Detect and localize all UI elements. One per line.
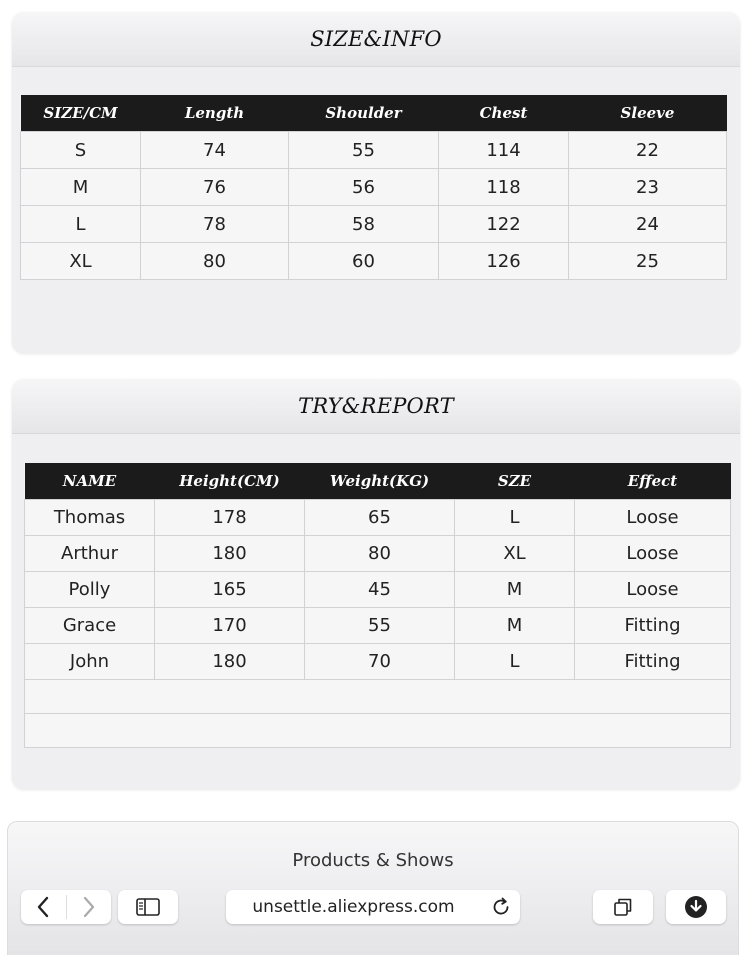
table-row — [21, 169, 727, 206]
cell-size: M — [21, 169, 141, 206]
cell-length: 78 — [141, 206, 289, 243]
column-header-sleeve: Sleeve — [569, 95, 727, 132]
table-row — [21, 132, 727, 169]
cell-size: M — [455, 608, 575, 644]
cell-size: XL — [455, 536, 575, 572]
try-report-table — [24, 463, 731, 748]
cell-name: Thomas — [25, 500, 155, 536]
cell-sleeve: 24 — [569, 206, 727, 243]
cell-weight: 45 — [305, 572, 455, 608]
cell-length: 80 — [141, 243, 289, 280]
cell-name: Polly — [25, 572, 155, 608]
cell-sleeve: 25 — [569, 243, 727, 280]
size-info-title: SIZE&INFO — [310, 27, 442, 51]
cell-effect: Loose — [575, 536, 731, 572]
cell-length: 76 — [141, 169, 289, 206]
column-header-effect: Effect — [575, 463, 731, 500]
try-report-title: TRY&REPORT — [298, 394, 454, 418]
size-table — [20, 95, 727, 280]
table-row — [21, 206, 727, 243]
cell-height: 165 — [155, 572, 305, 608]
cell-shoulder: 55 — [289, 132, 439, 169]
cell-size: L — [21, 206, 141, 243]
back-icon — [36, 896, 50, 918]
cell-effect: Loose — [575, 500, 731, 536]
column-header-length: Length — [141, 95, 289, 132]
size-info-card — [12, 12, 740, 353]
table-row — [21, 243, 727, 280]
tabs-button[interactable] — [593, 890, 653, 924]
cell-length: 74 — [141, 132, 289, 169]
cell-weight: 80 — [305, 536, 455, 572]
cell-size: L — [455, 500, 575, 536]
page-title: Products & Shows — [292, 850, 454, 871]
cell-shoulder: 60 — [289, 243, 439, 280]
cell-chest: 122 — [439, 206, 569, 243]
cell-height: 178 — [155, 500, 305, 536]
cell-name: Grace — [25, 608, 155, 644]
cell-weight: 70 — [305, 644, 455, 680]
cell-effect: Loose — [575, 572, 731, 608]
empty-cell — [25, 680, 731, 714]
cell-chest: 118 — [439, 169, 569, 206]
cell-effect: Fitting — [575, 608, 731, 644]
cell-name: John — [25, 644, 155, 680]
cell-weight: 65 — [305, 500, 455, 536]
address-bar[interactable] — [226, 890, 520, 924]
try-report-header — [12, 379, 740, 434]
table-row — [25, 536, 731, 572]
cell-chest: 126 — [439, 243, 569, 280]
column-header-height: Height(CM) — [155, 463, 305, 500]
nav-button-group — [21, 890, 111, 924]
size-info-header — [12, 12, 740, 67]
column-header-name: NAME — [25, 463, 155, 500]
cell-height: 180 — [155, 536, 305, 572]
browser-toolbar — [7, 821, 739, 955]
table-row — [25, 608, 731, 644]
back-button[interactable] — [21, 890, 66, 924]
cell-weight: 55 — [305, 608, 455, 644]
empty-row — [25, 680, 731, 714]
cell-name: Arthur — [25, 536, 155, 572]
sidebar-icon — [136, 898, 160, 916]
column-header-size: SZE — [455, 463, 575, 500]
cell-chest: 114 — [439, 132, 569, 169]
tabs-icon — [612, 896, 634, 918]
forward-icon — [82, 896, 96, 918]
cell-size: M — [455, 572, 575, 608]
try-table-header-row — [25, 463, 731, 500]
forward-button[interactable] — [67, 890, 112, 924]
cell-size: L — [455, 644, 575, 680]
cell-shoulder: 56 — [289, 169, 439, 206]
column-header-shoulder: Shoulder — [289, 95, 439, 132]
empty-cell — [25, 714, 731, 748]
try-report-card — [12, 379, 740, 789]
cell-shoulder: 58 — [289, 206, 439, 243]
cell-sleeve: 23 — [569, 169, 727, 206]
download-icon — [684, 895, 708, 919]
column-header-chest: Chest — [439, 95, 569, 132]
url-text: unsettle.aliexpress.com — [252, 897, 455, 917]
column-header-weight: Weight(KG) — [305, 463, 455, 500]
reload-icon[interactable] — [490, 896, 512, 918]
column-header-size: SIZE/CM — [21, 95, 141, 132]
cell-size: XL — [21, 243, 141, 280]
cell-effect: Fitting — [575, 644, 731, 680]
table-row — [25, 572, 731, 608]
cell-height: 170 — [155, 608, 305, 644]
cell-size: S — [21, 132, 141, 169]
sidebar-button[interactable] — [118, 890, 178, 924]
download-button[interactable] — [666, 890, 726, 924]
table-row — [25, 644, 731, 680]
size-table-header-row — [21, 95, 727, 132]
cell-sleeve: 22 — [569, 132, 727, 169]
empty-row — [25, 714, 731, 748]
cell-height: 180 — [155, 644, 305, 680]
table-row — [25, 500, 731, 536]
